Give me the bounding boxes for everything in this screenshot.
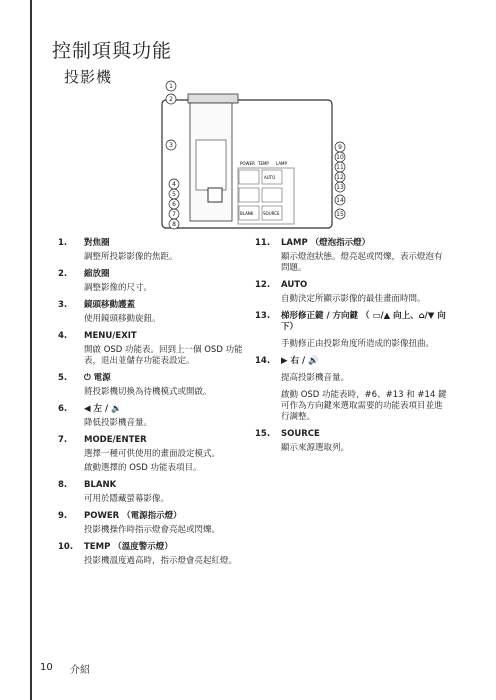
item-desc: 使用鏡頭移動旋鈕。 [84,314,161,324]
item-title: 對焦圈 [84,238,110,248]
item-num: 12. [255,280,271,290]
item-num: 7. [58,435,68,445]
item-num: 1. [58,238,68,248]
item-num: 8. [58,480,68,490]
item-num: 2. [58,269,68,279]
item-desc: 開啟 OSD 功能表。回到上一個 OSD 功能表，退出並儲存功能表設定。 [84,345,243,366]
source-key-label: SOURCE [263,211,280,216]
item-num: 4. [58,331,68,341]
item-title: ◀ 左 / 🔉 [84,404,122,414]
item-desc: 顯示來源選取列。 [281,443,350,453]
item-title: 鏡頭移動護蓋 [84,300,136,310]
item-desc: 可用於隱藏螢幕影像。 [84,494,170,504]
auto-key-label: AUTO [264,175,276,180]
item-4 [58,331,243,367]
temp-key-label: TEMP [258,161,269,166]
callout-3: 3 [169,142,173,149]
item-title: ⏻ 電源 [84,373,111,383]
item-2 [58,269,243,294]
item-desc: 投影機溫度過高時，指示燈會亮起紅燈。 [84,556,238,566]
item-desc: 顯示燈泡狀態。燈亮起或閃爍，表示燈泡有問題。 [281,252,443,273]
item-desc: 自動決定所顯示影像的最佳畫面時間。 [281,294,426,304]
page-heading: 控制項與功能 [52,40,173,62]
blank-key-label: BLANK [240,211,254,216]
item-num: 10. [58,542,74,552]
item-num: 13. [255,311,271,321]
callout-11: 11 [336,164,344,171]
power-key-label: POWER [240,161,255,166]
item-num: 6. [58,404,68,414]
item-num: 15. [255,429,271,439]
items-left-column [58,238,243,573]
item-desc-2: 啟動選擇的 OSD 功能表項目。 [84,463,202,473]
item-desc: 降低投影機音量。 [84,418,153,428]
item-desc: 投影機操作時指示燈會亮起或閃爍。 [84,525,221,535]
item-desc: 手動修正由投影角度所造成的影像扭曲。 [281,339,435,349]
callout-10: 10 [336,154,344,161]
callout-7: 7 [172,211,176,218]
item-15 [255,429,450,454]
item-14 [255,356,450,423]
callout-8: 8 [172,221,176,228]
projector-diagram [150,80,350,230]
item-10 [58,542,243,567]
callout-14: 14 [336,197,344,204]
callout-6: 6 [172,201,176,208]
item-num: 14. [255,356,271,366]
item-title: LAMP （燈泡指示燈） [281,238,371,248]
item-num: 3. [58,300,68,310]
item-title: SOURCE [281,429,320,439]
item-12 [255,280,450,305]
item-desc: 選擇一種可供使用的畫面設定模式。 [84,449,221,459]
item-desc: 將投影機切換為待機模式或開啟。 [84,387,212,397]
item-8 [58,480,243,505]
page-subheading: 投影機 [64,68,113,86]
item-7 [58,435,243,474]
item-num: 5. [58,373,68,383]
item-title: POWER （電源指示燈） [84,511,182,521]
callout-9: 9 [338,144,342,151]
margin-rule [30,0,32,700]
callout-4: 4 [172,181,176,188]
item-title: ▶ 右 / 🔊 [281,356,319,366]
footer-section-label: 介紹 [70,665,90,676]
callout-12: 12 [336,174,344,181]
item-num: 11. [255,238,271,248]
item-title: BLANK [84,480,117,490]
item-title: 梯形修正鍵 / 方向鍵 （ ▭/▲ 向上、⌂/▼ 向下） [281,311,446,332]
item-3 [58,300,243,325]
items-right-column [255,238,450,460]
item-9 [58,511,243,536]
page-number: 10 [40,662,53,673]
item-6 [58,404,243,429]
lamp-key-label: LAMP [276,161,287,166]
item-5 [58,373,243,398]
callout-5: 5 [172,191,176,198]
item-title: AUTO [281,280,308,290]
item-num: 9. [58,511,68,521]
item-title: MENU/EXIT [84,331,137,341]
callout-2: 2 [169,96,173,103]
item-13 [255,311,450,350]
item-title: TEMP （溫度警示燈） [84,542,173,552]
item-desc: 調整所投影影像的焦距。 [84,252,178,262]
callout-1: 1 [169,83,173,90]
item-title: MODE/ENTER [84,435,147,445]
item-desc: 調整影像的尺寸。 [84,283,153,293]
item-11 [255,238,450,274]
item-desc: 提高投影機音量。 [281,373,350,383]
item-title: 縮放圈 [84,269,110,279]
callout-13: 13 [336,184,344,191]
item-desc-2: 啟動 OSD 功能表時，#6、#13 和 #14 鍵可作為方向鍵來選取需要的功能表項目並進行調整。 [281,390,447,422]
item-1 [58,238,243,263]
callout-15: 15 [336,211,344,218]
